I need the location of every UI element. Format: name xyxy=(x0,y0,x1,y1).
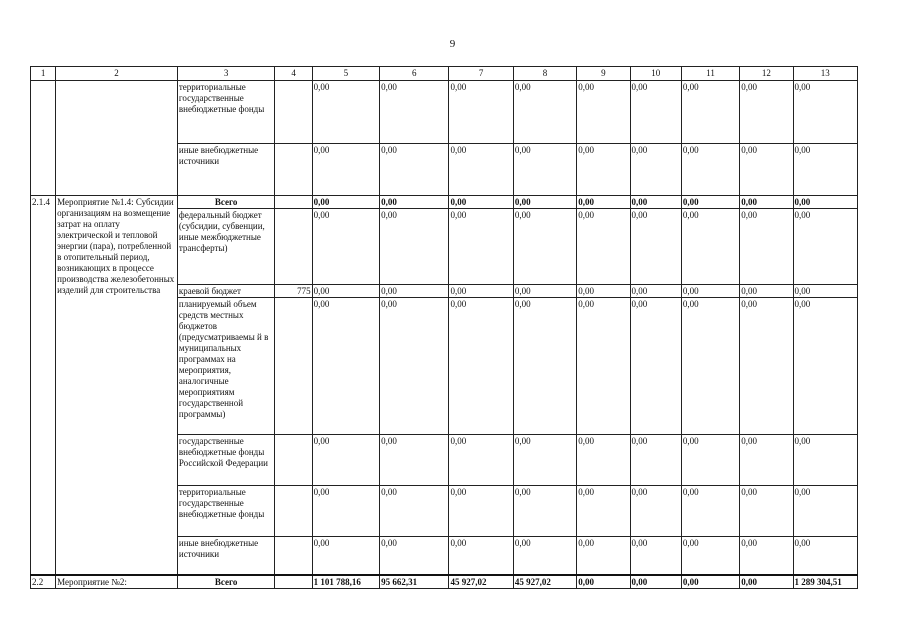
value-cell: 0,00 xyxy=(740,298,793,435)
value-cell: 0,00 xyxy=(577,537,630,575)
value-cell: 0,00 xyxy=(681,196,739,209)
value-cell: 95 662,31 xyxy=(380,575,449,589)
source-cell: Всего xyxy=(177,575,275,589)
value-cell: 0,00 xyxy=(449,537,513,575)
item-name-cell: Мероприятие №1.4: Субсидии организациям на возмещение затрат на оплату электрической и тепловой энергии (пара), потребленной в отопительный период, возникающих в процессе производства железобетонных изделий для строительства xyxy=(56,196,178,575)
value-cell: 0,00 xyxy=(740,435,793,486)
value-cell: 0,00 xyxy=(449,196,513,209)
source-cell: федеральный бюджет (субсидии, субвенции, иные межбюджетные трансферты) xyxy=(177,209,275,285)
value-cell: 0,00 xyxy=(681,144,739,196)
value-cell: 0,00 xyxy=(793,285,858,298)
value-cell: 0,00 xyxy=(740,486,793,537)
value-cell: 0,00 xyxy=(630,575,681,589)
column-number: 12 xyxy=(740,67,793,81)
value-cell: 0,00 xyxy=(312,196,379,209)
value-cell: 0,00 xyxy=(681,575,739,589)
column-number: 1 xyxy=(31,67,56,81)
column-number: 5 xyxy=(312,67,379,81)
source-cell: территориальные государственные внебюджетные фонды xyxy=(177,81,275,144)
value-cell: 0,00 xyxy=(577,209,630,285)
value-cell: 0,00 xyxy=(740,81,793,144)
code-cell xyxy=(275,144,312,196)
column-number: 3 xyxy=(177,67,275,81)
value-cell: 0,00 xyxy=(577,144,630,196)
column-number: 7 xyxy=(449,67,513,81)
value-cell: 0,00 xyxy=(740,209,793,285)
value-cell: 0,00 xyxy=(577,196,630,209)
value-cell: 0,00 xyxy=(449,209,513,285)
value-cell: 0,00 xyxy=(312,144,379,196)
value-cell: 0,00 xyxy=(577,81,630,144)
value-cell: 0,00 xyxy=(449,144,513,196)
value-cell: 0,00 xyxy=(380,144,449,196)
value-cell: 0,00 xyxy=(312,435,379,486)
value-cell: 0,00 xyxy=(513,435,576,486)
value-cell: 0,00 xyxy=(513,196,576,209)
value-cell: 0,00 xyxy=(793,196,858,209)
source-cell: планируемый объем средств местных бюджетов (предусматриваемы й в муниципальных программах на мероприятия, аналогичные мероприятиям государственной программы) xyxy=(177,298,275,435)
value-cell: 0,00 xyxy=(681,298,739,435)
value-cell: 0,00 xyxy=(740,144,793,196)
value-cell: 0,00 xyxy=(449,285,513,298)
value-cell: 0,00 xyxy=(380,486,449,537)
value-cell: 0,00 xyxy=(577,435,630,486)
value-cell: 0,00 xyxy=(380,435,449,486)
value-cell: 0,00 xyxy=(630,81,681,144)
value-cell: 0,00 xyxy=(793,144,858,196)
value-cell: 0,00 xyxy=(449,81,513,144)
value-cell: 0,00 xyxy=(513,81,576,144)
value-cell: 0,00 xyxy=(380,537,449,575)
value-cell: 0,00 xyxy=(513,144,576,196)
code-cell xyxy=(275,435,312,486)
value-cell: 0,00 xyxy=(577,486,630,537)
value-cell: 0,00 xyxy=(513,537,576,575)
code-cell xyxy=(275,81,312,144)
item-number-cell: 2.2 xyxy=(31,575,56,589)
value-cell: 45 927,02 xyxy=(513,575,576,589)
value-cell: 0,00 xyxy=(630,285,681,298)
value-cell: 0,00 xyxy=(449,298,513,435)
item-number-cell: 2.1.4 xyxy=(31,196,56,575)
budget-table xyxy=(30,66,858,589)
code-cell: 775 xyxy=(275,285,312,298)
value-cell: 0,00 xyxy=(793,81,858,144)
source-cell: государственные внебюджетные фонды Российской Федерации xyxy=(177,435,275,486)
value-cell: 0,00 xyxy=(740,537,793,575)
value-cell: 0,00 xyxy=(630,196,681,209)
code-cell xyxy=(275,575,312,589)
value-cell: 0,00 xyxy=(681,486,739,537)
source-cell: краевой бюджет xyxy=(177,285,275,298)
value-cell: 0,00 xyxy=(312,298,379,435)
column-number: 10 xyxy=(630,67,681,81)
value-cell: 0,00 xyxy=(312,537,379,575)
value-cell: 0,00 xyxy=(681,81,739,144)
value-cell: 0,00 xyxy=(380,196,449,209)
value-cell: 0,00 xyxy=(681,537,739,575)
source-cell: иные внебюджетные источники xyxy=(177,144,275,196)
value-cell: 0,00 xyxy=(793,298,858,435)
value-cell: 0,00 xyxy=(513,298,576,435)
value-cell: 1 289 304,51 xyxy=(793,575,858,589)
column-number: 11 xyxy=(681,67,739,81)
value-cell: 0,00 xyxy=(793,209,858,285)
code-cell xyxy=(275,209,312,285)
value-cell: 0,00 xyxy=(449,486,513,537)
value-cell: 45 927,02 xyxy=(449,575,513,589)
value-cell: 0,00 xyxy=(630,298,681,435)
value-cell: 0,00 xyxy=(380,298,449,435)
value-cell: 0,00 xyxy=(380,81,449,144)
value-cell: 0,00 xyxy=(577,298,630,435)
code-cell xyxy=(275,196,312,209)
value-cell: 0,00 xyxy=(630,435,681,486)
code-cell xyxy=(275,298,312,435)
table-row xyxy=(31,196,858,209)
value-cell: 0,00 xyxy=(312,81,379,144)
table-row xyxy=(31,575,858,589)
value-cell: 0,00 xyxy=(793,486,858,537)
value-cell: 0,00 xyxy=(793,537,858,575)
item-name-cell xyxy=(56,81,178,196)
value-cell: 0,00 xyxy=(449,435,513,486)
code-cell xyxy=(275,486,312,537)
item-name-cell: Мероприятие №2: xyxy=(56,575,178,589)
value-cell: 0,00 xyxy=(577,285,630,298)
column-number: 4 xyxy=(275,67,312,81)
value-cell: 0,00 xyxy=(312,486,379,537)
value-cell: 0,00 xyxy=(513,209,576,285)
value-cell: 0,00 xyxy=(630,144,681,196)
column-number: 9 xyxy=(577,67,630,81)
value-cell: 0,00 xyxy=(681,285,739,298)
value-cell: 0,00 xyxy=(630,486,681,537)
code-cell xyxy=(275,537,312,575)
value-cell: 0,00 xyxy=(312,209,379,285)
value-cell: 0,00 xyxy=(630,537,681,575)
value-cell: 0,00 xyxy=(681,435,739,486)
value-cell: 0,00 xyxy=(740,196,793,209)
column-number: 8 xyxy=(513,67,576,81)
value-cell: 0,00 xyxy=(577,575,630,589)
value-cell: 0,00 xyxy=(380,209,449,285)
source-cell: Всего xyxy=(177,196,275,209)
page-number: 9 xyxy=(449,38,456,50)
value-cell: 0,00 xyxy=(793,435,858,486)
value-cell: 0,00 xyxy=(630,209,681,285)
value-cell: 0,00 xyxy=(740,285,793,298)
value-cell: 1 101 788,16 xyxy=(312,575,379,589)
item-number-cell xyxy=(31,81,56,196)
source-cell: иные внебюджетные источники xyxy=(177,537,275,575)
value-cell: 0,00 xyxy=(681,209,739,285)
value-cell: 0,00 xyxy=(380,285,449,298)
column-number: 2 xyxy=(56,67,178,81)
table-row xyxy=(31,81,858,144)
source-cell: территориальные государственные внебюджетные фонды xyxy=(177,486,275,537)
value-cell: 0,00 xyxy=(312,285,379,298)
value-cell: 0,00 xyxy=(513,486,576,537)
column-number: 6 xyxy=(380,67,449,81)
column-number: 13 xyxy=(793,67,858,81)
value-cell: 0,00 xyxy=(740,575,793,589)
value-cell: 0,00 xyxy=(513,285,576,298)
column-number-row xyxy=(31,67,858,81)
